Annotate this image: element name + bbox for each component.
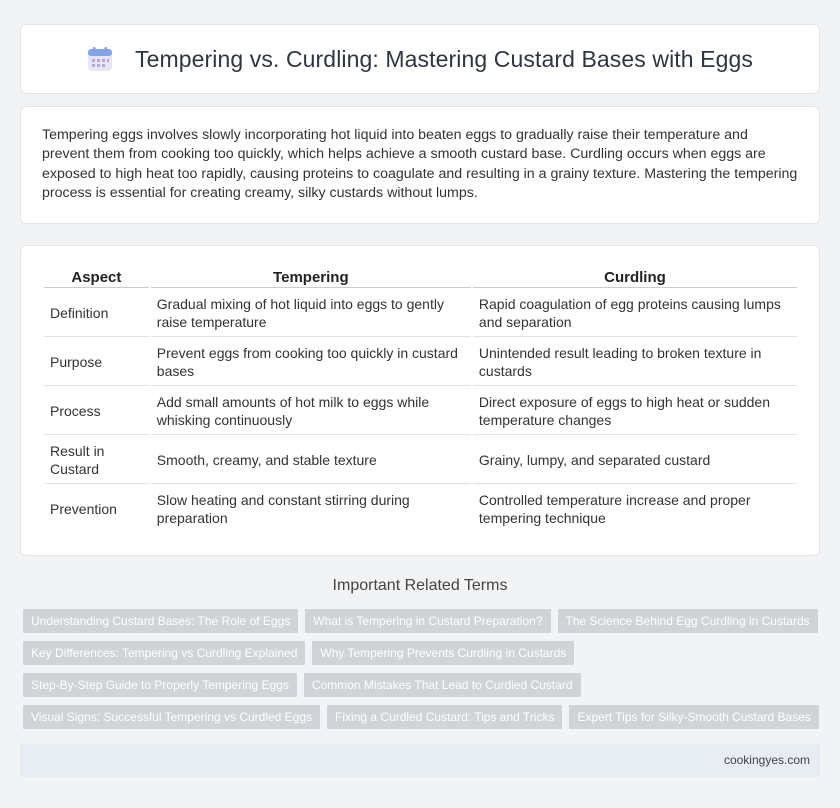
table-row <box>44 484 797 533</box>
table-row <box>44 337 797 386</box>
header-curdling: Curdling <box>473 264 797 288</box>
related-term-link[interactable]: Common Mistakes That Lead to Curdled Custard <box>304 673 581 697</box>
footer <box>20 744 820 777</box>
table-row <box>44 288 797 337</box>
calendar-icon <box>87 46 113 72</box>
related-term-link[interactable]: Step-By-Step Guide to Properly Tempering Eggs <box>23 673 297 697</box>
cell-aspect: Result in Custard <box>44 435 149 484</box>
cell-tempering: Gradual mixing of hot liquid into eggs to gently raise temperature <box>151 288 471 337</box>
cell-curdling: Grainy, lumpy, and separated custard <box>473 435 797 484</box>
cell-tempering: Add small amounts of hot milk to eggs while whisking continuously <box>151 386 471 435</box>
comparison-table <box>42 264 799 533</box>
related-term-link[interactable]: Why Tempering Prevents Curdling in Custards <box>312 641 574 665</box>
comparison-table-card <box>20 245 820 556</box>
related-terms-list <box>23 609 823 737</box>
cell-curdling: Direct exposure of eggs to high heat or sudden temperature changes <box>473 386 797 435</box>
related-terms-title: Important Related Terms <box>332 577 508 594</box>
cell-tempering: Prevent eggs from cooking too quickly in custard bases <box>151 337 471 386</box>
table-row <box>44 386 797 435</box>
related-term-link[interactable]: Key Differences: Tempering vs Curdling Explained <box>23 641 305 665</box>
cell-aspect: Prevention <box>50 501 117 517</box>
related-term-link[interactable]: Visual Signs: Successful Tempering vs Curdled Eggs <box>23 705 320 729</box>
related-term-link[interactable]: Fixing a Curdled Custard: Tips and Tricks <box>327 705 562 729</box>
header-card <box>20 24 820 94</box>
intro-paragraph: Tempering eggs involves slowly incorporating hot liquid into beaten eggs to gradually raise their temperature and prevent them from cooking too quickly, which helps achieve a smooth custard base. Curdling occurs when eggs are exposed to high heat too rapidly, causing proteins to coagulate and resulting in a grainy texture. Mastering the tempering process is essential for creating creamy, silky custards without lumps. <box>42 127 798 202</box>
cell-curdling: Controlled temperature increase and proper tempering technique <box>478 492 751 526</box>
table-row <box>44 435 797 484</box>
related-term-link[interactable]: Expert Tips for Silky-Smooth Custard Bases <box>569 705 818 729</box>
related-term-link[interactable]: The Science Behind Egg Curdling in Custards <box>558 609 818 633</box>
cell-aspect: Purpose <box>44 337 149 386</box>
related-term-link[interactable]: What is Tempering in Custard Preparation? <box>305 609 550 633</box>
footer-site-link[interactable]: cookingyes.com <box>723 753 810 767</box>
page-title: Tempering vs. Curdling: Mastering Custard Bases with Eggs <box>134 45 754 72</box>
cell-curdling: Unintended result leading to broken texture in custards <box>473 337 797 386</box>
intro-card <box>20 106 820 224</box>
header-aspect: Aspect <box>44 264 149 288</box>
cell-curdling: Rapid coagulation of egg proteins causing lumps and separation <box>473 288 797 337</box>
cell-aspect: Process <box>44 386 149 435</box>
header-tempering: Tempering <box>151 264 471 288</box>
cell-tempering: Smooth, creamy, and stable texture <box>151 435 471 484</box>
related-term-link[interactable]: Understanding Custard Bases: The Role of Eggs <box>23 609 298 633</box>
cell-tempering: Slow heating and constant stirring during preparation <box>156 492 410 526</box>
table-header-row <box>44 264 797 288</box>
cell-aspect: Definition <box>44 288 149 337</box>
